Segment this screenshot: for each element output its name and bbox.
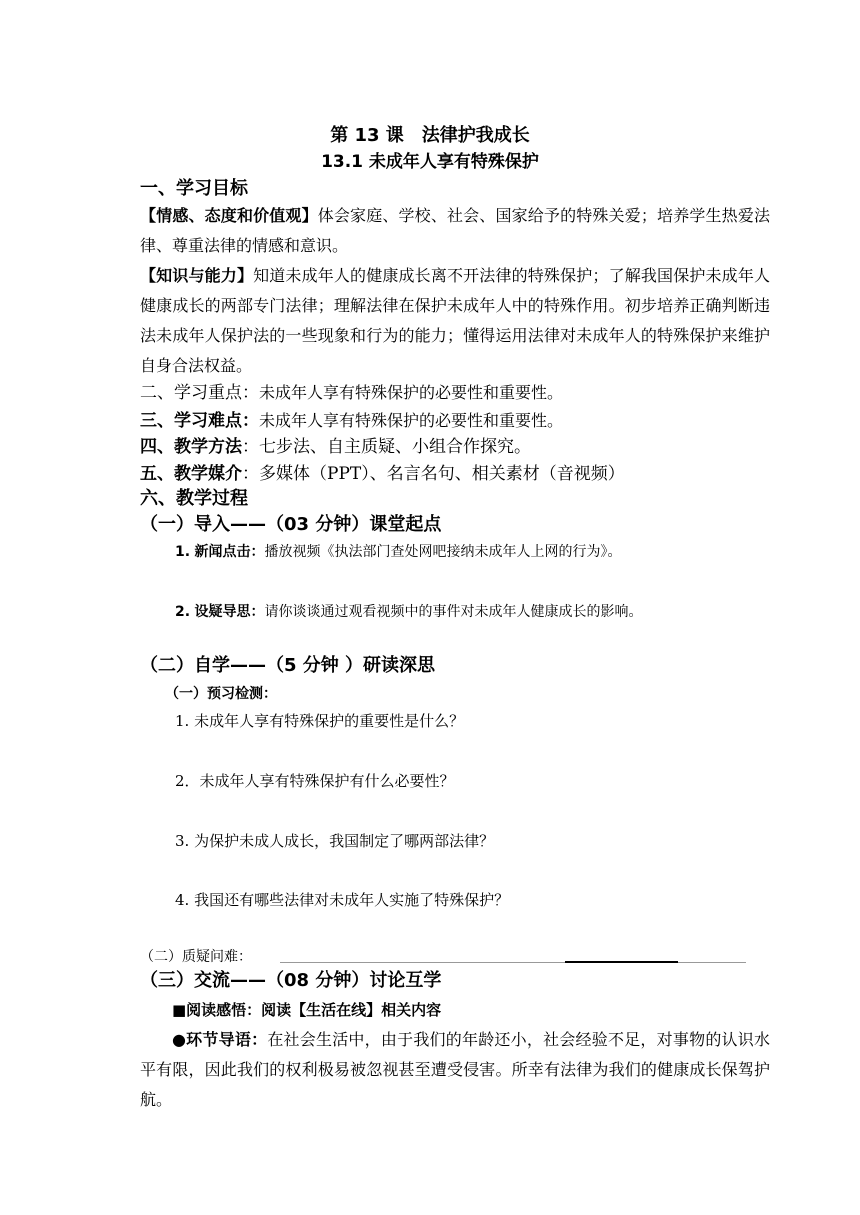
teaching-media-label: 五、教学媒介 (140, 464, 242, 484)
goal-knowledge-text: 知道未成年人的健康成长离不开法律的特殊保护；了解我国保护未成年人健康成长的两部专门法律；理解法律在保护未成年人中的特殊作用。初步培养正确判断违法未成年人保护法的一些现象和行为的能力；懂得运用法律对未成年人的特殊保护来维护自身合法权益。 (140, 266, 770, 375)
lesson-subtitle: 13.1 未成年人享有特殊保护 (321, 152, 539, 172)
part3-heading: （三）交流——（08 分钟）讨论互学 (140, 970, 442, 991)
part1-heading: （一）导入——（03 分钟）课堂起点 (140, 514, 442, 535)
goal-knowledge-tag: 【知识与能力】 (140, 266, 254, 285)
preview-question-1: 1. 未成年人享有特殊保护的重要性是什么？ (175, 712, 465, 730)
lesson-title: 第 13 课 法律护我成长 (330, 125, 530, 146)
answer-line-bold (565, 961, 678, 963)
part3-guide-text: 在社会生活中，由于我们的年龄还小，社会经验不足，对事物的认识水平有限，因此我们的权利极易被忽视甚至遭受侵害。所幸有法律为我们的健康成长保驾护航。 (140, 1030, 770, 1109)
key-points-label: 二、学习重点： (140, 383, 259, 403)
preview-question-3: 3. 为保护未成人成长，我国制定了哪两部法律？ (175, 832, 495, 850)
key-points (140, 378, 563, 403)
teaching-method-label: 四、教学方法 (140, 437, 242, 457)
item-number: 2. (175, 604, 191, 620)
goal-attitude-tag: 【情感、态度和价值观】 (140, 206, 318, 225)
part1-item-question (175, 601, 643, 621)
goal-attitude-text: 体会家庭、学校、社会、国家给予的特殊关爱；培养学生热爱法律、尊重法律的情感和意识。 (140, 206, 770, 255)
part3-guide (140, 1025, 770, 1115)
answer-line-end (678, 962, 746, 963)
difficult-points-text: 未成年人享有特殊保护的必要性和重要性。 (259, 411, 564, 430)
part3-reading: ■阅读感悟：阅读【生活在线】相关内容 (172, 1001, 442, 1019)
preview-question-4: 4. 我国还有哪些法律对未成年人实施了特殊保护？ (175, 891, 510, 909)
section-heading-goals: 一、学习目标 (140, 178, 248, 199)
item-text: 播放视频《执法部门查处网吧接纳未成年人上网的行为》。 (264, 544, 622, 560)
part3-guide-label: ●环节导语： (172, 1030, 268, 1049)
preview-question-2: 2．未成年人享有特殊保护有什么必要性？ (175, 772, 455, 790)
item-label: 新闻点击： (194, 544, 265, 560)
teaching-method-text: ：七步法、自主质疑、小组合作探究。 (242, 437, 531, 457)
part2-heading: （二）自学——（5 分钟 ）研读深思 (140, 655, 436, 676)
item-label: 设疑导思： (194, 604, 265, 620)
key-points-text: 未成年人享有特殊保护的必要性和重要性。 (259, 383, 564, 402)
section-heading-process: 六、教学过程 (140, 488, 248, 509)
part1-item-news (175, 541, 622, 561)
goal-knowledge (140, 261, 770, 381)
difficult-points (140, 406, 563, 431)
part2-preview-heading: （一）预习检测： (165, 686, 277, 702)
item-number: 1. (175, 544, 191, 560)
goal-attitude (140, 201, 770, 261)
part2-doubt-label: （二）质疑问难： (140, 949, 252, 965)
teaching-media-text: ：多媒体（PPT）、名言名句、相关素材（音视频） (242, 464, 625, 484)
teaching-media (140, 459, 625, 484)
teaching-method (140, 432, 531, 457)
answer-line (280, 962, 565, 963)
difficult-points-label: 三、学习难点： (140, 411, 259, 431)
item-text: 请你谈谈通过观看视频中的事件对未成年人健康成长的影响。 (264, 604, 643, 620)
